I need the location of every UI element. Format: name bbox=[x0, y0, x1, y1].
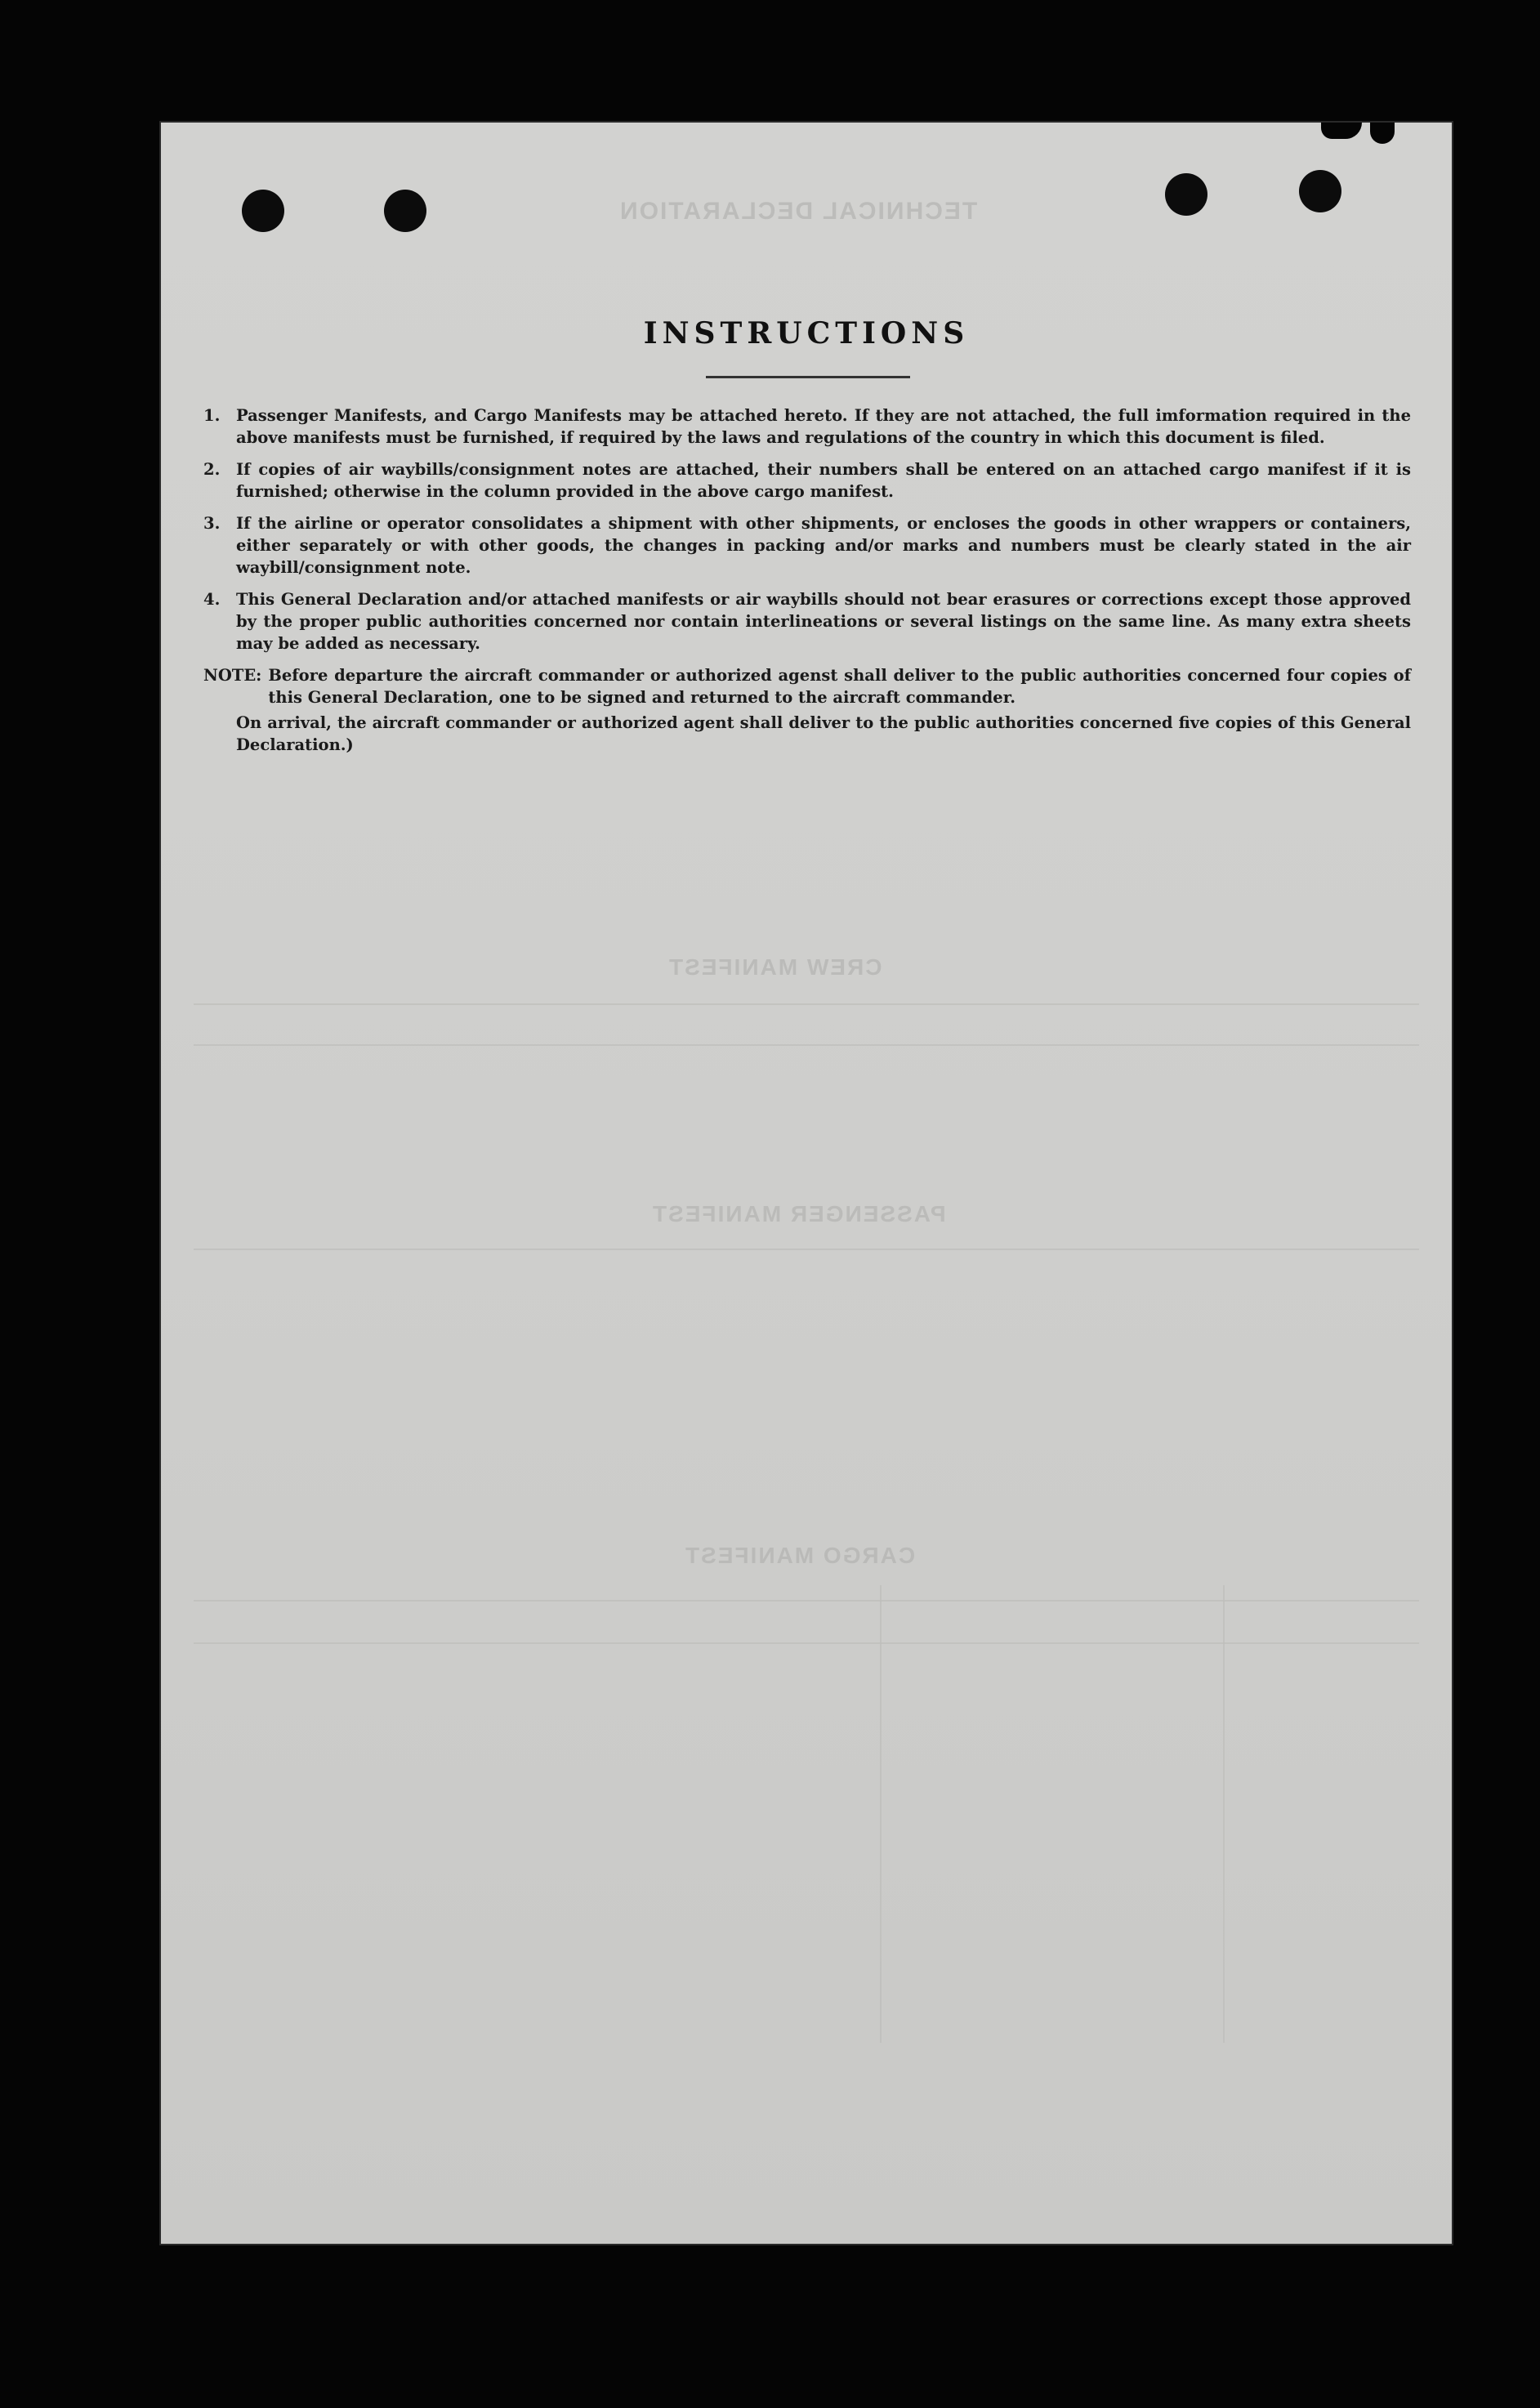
note-departure-text: Before departure the aircraft commander or authorized agenst shall deliver to the public authorities concerned four copies of this General Declaration, one to be signed and returned to the aircraft commander. bbox=[268, 666, 1411, 707]
instruction-text: If copies of air waybills/consignment notes are attached, their numbers shall be entered on an attached cargo manifest if it is furnished; otherwise in the column provided in the above cargo manifest. bbox=[236, 460, 1411, 501]
torn-edge-notch bbox=[1321, 123, 1362, 139]
instruction-number: 2. bbox=[203, 460, 221, 479]
note-block bbox=[203, 664, 1411, 756]
instruction-item bbox=[203, 512, 1411, 579]
note-departure bbox=[203, 664, 1411, 708]
punch-hole bbox=[1165, 173, 1207, 216]
torn-edge-notch bbox=[1370, 123, 1395, 144]
instruction-number: 4. bbox=[203, 590, 221, 609]
punch-hole bbox=[384, 190, 426, 232]
instruction-text: Passenger Manifests, and Cargo Manifests may be attached hereto. If they are not attached, the full imformation required in the above manifests must be furnished, if required by the laws and regulations of the country in which this document is filed. bbox=[236, 406, 1411, 447]
instruction-number: 3. bbox=[203, 514, 221, 533]
instruction-text: If the airline or operator consolidates a shipment with other shipments, or encloses the goods in other wrappers or containers, either separately or with other goods, the changes in packing and/or marks and numbers must be clearly stated in the air waybill/consignment note. bbox=[236, 514, 1411, 577]
bleed-through-rule bbox=[880, 1585, 882, 2043]
punch-hole bbox=[1299, 170, 1341, 212]
instruction-item bbox=[203, 404, 1411, 449]
instruction-item bbox=[203, 458, 1411, 503]
bleed-through-passenger-section: PASSENGER MANIFEST bbox=[651, 1201, 946, 1226]
bleed-through-rule bbox=[194, 1003, 1419, 1005]
instruction-number: 1. bbox=[203, 406, 221, 425]
heading-underline bbox=[706, 376, 910, 378]
bleed-through-form-title: TECHNICAL DECLARATION bbox=[618, 198, 978, 225]
bleed-through-crew-section: CREW MANIFEST bbox=[667, 954, 882, 980]
bleed-through-rule bbox=[194, 1249, 1419, 1250]
instruction-text: This General Declaration and/or attached manifests or air waybills should not bear erasures or corrections except those approved by the proper public authorities concerned nor contain interlineations or several listings on the same line. As many extra sheets may be added as necessary. bbox=[236, 590, 1411, 653]
bleed-through-rule bbox=[194, 1044, 1419, 1046]
note-label: NOTE: bbox=[203, 666, 262, 685]
instructions-list bbox=[203, 404, 1411, 756]
punch-hole bbox=[242, 190, 284, 232]
bleed-through-rule bbox=[194, 1600, 1419, 1602]
note-arrival-text: On arrival, the aircraft commander or authorized agent shall deliver to the public authorities concerned five copies of this General Declaration.) bbox=[236, 713, 1411, 754]
instruction-item bbox=[203, 588, 1411, 654]
document-page bbox=[161, 123, 1452, 2244]
bleed-through-rule bbox=[1223, 1585, 1225, 2043]
bleed-through-cargo-section: CARGO MANIFEST bbox=[684, 1543, 916, 1568]
instructions-heading: INSTRUCTIONS bbox=[643, 316, 970, 351]
bleed-through-rule bbox=[194, 1642, 1419, 1644]
